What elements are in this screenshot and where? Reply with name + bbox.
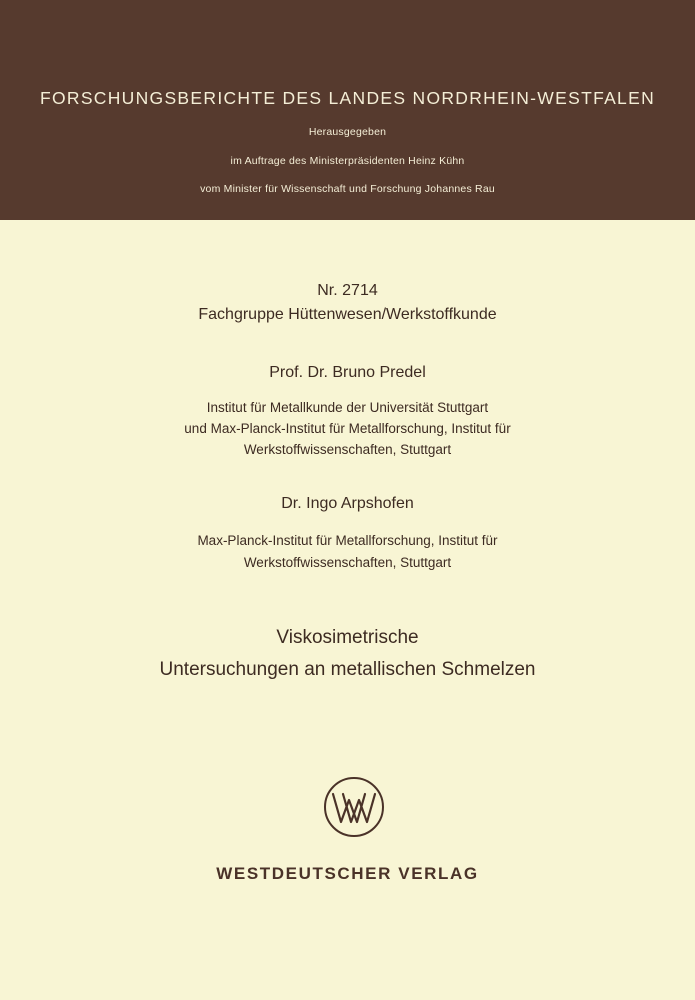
affiliation-line: Werkstoffwissenschaften, Stuttgart (243, 555, 452, 570)
author-affiliation-predel (0, 397, 695, 460)
westdeutscher-verlag-logo-icon (323, 776, 385, 838)
affiliation-line: Institut für Metallkunde der Universität Stuttgart (206, 400, 489, 415)
minister-line: vom Minister für Wissenschaft und Forschung Johannes Rau (200, 183, 495, 195)
affiliation-line: und Max-Planck-Institut für Metallforschung, Institut für (184, 421, 511, 436)
series-title: FORSCHUNGSBERICHTE DES LANDES NORDRHEIN-WESTFALEN (39, 88, 656, 108)
editor-line: Herausgegeben (308, 126, 387, 138)
title-line-1: Viskosimetrische (276, 627, 419, 648)
author-name-arpshofen: Dr. Ingo Arpshofen (281, 495, 414, 512)
commission-line: im Auftrage des Ministerpräsidenten Heinz Kühn (230, 155, 465, 167)
title-line-2: Untersuchungen an metallischen Schmelzen (159, 659, 536, 680)
report-title (0, 622, 695, 686)
affiliation-line: Max-Planck-Institut für Metallforschung, Institut für (197, 533, 498, 548)
series-header-band (0, 0, 695, 220)
publisher-name: WESTDEUTSCHER VERLAG (216, 864, 479, 883)
author-name-predel: Prof. Dr. Bruno Predel (269, 364, 426, 381)
report-number: Nr. 2714 (317, 282, 378, 299)
fachgruppe: Fachgruppe Hüttenwesen/Werkstoffkunde (198, 306, 497, 323)
author-affiliation-arpshofen (0, 530, 695, 574)
affiliation-line: Werkstoffwissenschaften, Stuttgart (243, 442, 452, 457)
